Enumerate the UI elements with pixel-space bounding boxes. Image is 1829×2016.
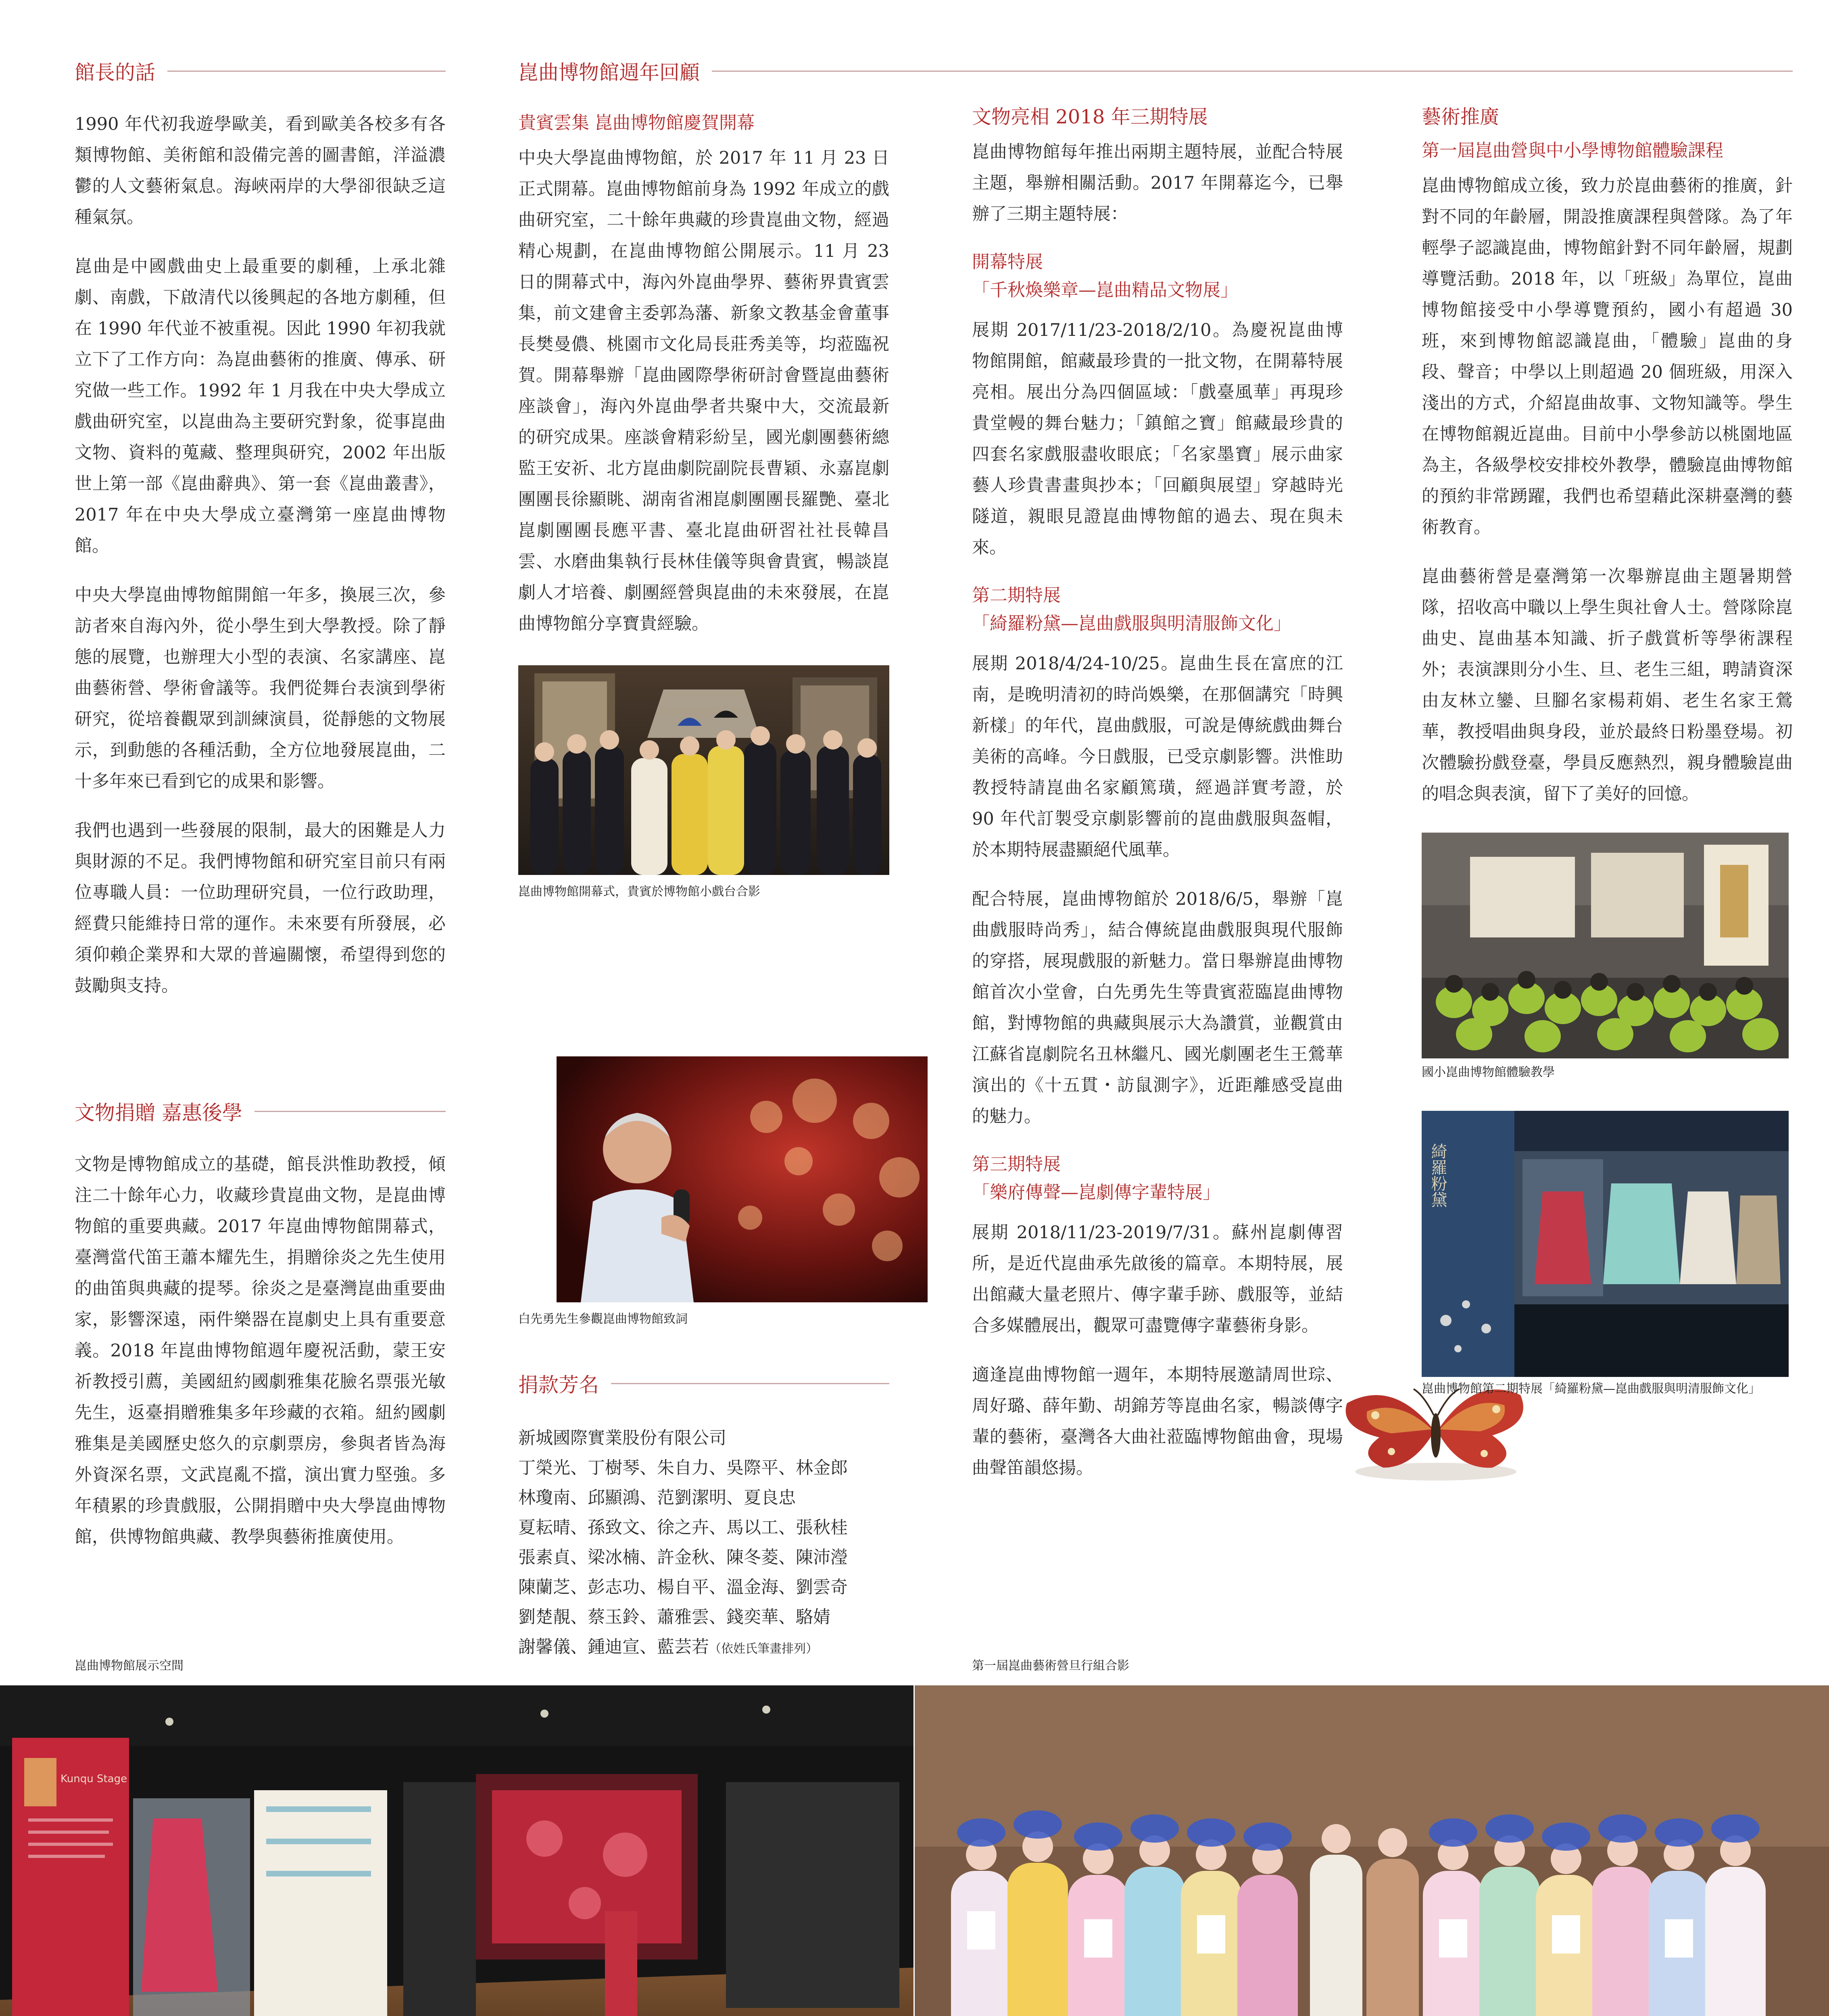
exhibitions-text bbox=[972, 103, 1343, 1502]
promotion-subheading: 第一屆崑曲營與中小學博物館體驗課程 bbox=[1422, 140, 1723, 161]
donors-heading: 捐款芳名 bbox=[518, 1369, 889, 1398]
donor-line: 夏耘晴、孫致文、徐之卉、馬以工、張秋桂 bbox=[518, 1518, 848, 1538]
exhibit-sign-text: 綺羅粉黛 bbox=[1429, 1143, 1447, 1208]
camp-photo-caption: 第一屆崑曲藝術營旦行組合影 bbox=[972, 1659, 1129, 1673]
promotion-text bbox=[1422, 103, 1793, 828]
donor-line: 陳蘭芝、彭志功、楊自平、溫金海、劉雲奇 bbox=[518, 1577, 848, 1597]
anniversary-text bbox=[518, 109, 889, 658]
paragraph: 展期 2018/4/24-10/25。崑曲生長在富庶的江南，是晚明清初的時尚娛樂，在那個講究「時興新樣」的年代，崑曲戲服，可說是傳統戲曲舞台美術的高峰。今日戲服，已受京劇影響。洪惟助教授特請崑曲名家顧篤璜，經過詳實考證，於 90 年代訂製受京劇影響前的崑曲戲服與盔帽，於本期特展盡顯絕代風華。 bbox=[972, 654, 1343, 860]
exhibit-3-label: 第三期特展 bbox=[972, 1154, 1061, 1175]
bai-photo-caption: 白先勇先生參觀崑曲博物館致詞 bbox=[518, 1312, 688, 1326]
paragraph: 配合特展，崑曲博物館於 2018/6/5，舉辦「崑曲戲服時尚秀」，結合傳統崑曲戲服與現代服飾的穿搭，展現戲服的新魅力。當日舉辦崑曲博物館首次小堂會，白先勇先生等貴賓蒞臨崑曲博物館，對博物館的典藏與展示大為讚賞，並觀賞由江蘇省崑劇院名丑林繼凡、國光劇團老生王鶯華演出的《十五貫・訪鼠測字》，近距離感受崑曲的魅力。 bbox=[972, 889, 1343, 1127]
exhibit-3-title: 「樂府傳聲—崑劇傳字輩特展」 bbox=[972, 1182, 1220, 1203]
heading-rule bbox=[167, 71, 446, 72]
donor-line: 張素貞、梁冰楠、許金秋、陳冬菱、陳沛瀅 bbox=[518, 1547, 848, 1568]
promotion-heading: 藝術推廣 bbox=[1422, 106, 1499, 128]
director-text bbox=[75, 109, 446, 1020]
donation-text bbox=[75, 1149, 446, 1571]
exhibit-1-title: 「千秋煥樂章—崑曲精品文物展」 bbox=[972, 280, 1238, 300]
opening-ceremony-photo bbox=[518, 665, 889, 875]
school-photo-caption: 國小崑曲博物館體驗教學 bbox=[1422, 1065, 1555, 1079]
director-heading: 館長的話 bbox=[75, 56, 446, 85]
paragraph: 中央大學崑曲博物館開館一年多，換展三次，參訪者來自海內外，從小學生到大學教授。除了靜態的展覽，也辦理大小型的表演、名家講座、崑曲藝術營、學術會議等。我們從舞台表演到學術研究，從培養觀眾到訓練演員，從靜態的文物展示，到動態的各種活動，全方位地發展崑曲，二十多年來已看到它的成果和影響。 bbox=[75, 585, 446, 791]
donor-line: 新城國際實業股份有限公司 bbox=[518, 1428, 726, 1448]
paragraph: 文物是博物館成立的基礎，館長洪惟助教授，傾注二十餘年心力，收藏珍貴崑曲文物，是崑曲博物館的重要典藏。2017 年崑曲博物館開幕式，臺灣當代笛王蕭本耀先生，捐贈徐炎之先生使用的曲笛與典藏的提琴。徐炎之是臺灣崑曲重要曲家，影響深遠，兩件樂器在崑劇史上具有重要意義。2018 年崑曲博物館週年慶祝活動，蒙王安祈教授引薦，美國紐約國劇雅集花臉名票張光敏先生，返臺捐贈雅集多年珍藏的衣箱。紐約國劇雅集是美國歷史悠久的京劇票房，參與者皆為海外資深名票，文武崑亂不擋，演出實力堅強。多年積累的珍貴戲服，公開捐贈中央大學崑曲博物館，供博物館典藏、教學與藝術推廣使用。 bbox=[75, 1154, 446, 1547]
heading-rule bbox=[254, 1111, 446, 1112]
donor-line: 林瓊南、邱顯鴻、范劉潔明、夏良忠 bbox=[518, 1488, 796, 1508]
donation-heading: 文物捐贈 嘉惠後學 bbox=[75, 1097, 446, 1126]
space-photo-caption: 崑曲博物館展示空間 bbox=[75, 1659, 184, 1673]
paragraph: 崑曲藝術營是臺灣第一次舉辦崑曲主題暑期營隊，招收高中職以上學生與社會人士。營隊除崑曲史、崑曲基本知識、折子戲賞析等學術課程外；表演課則分小生、旦、老生三組，聘請資深由友林立鑾、旦腳名家楊莉娟、老生名家王鶯華，教授唱曲與身段，並於最終日粉墨登場。初次體驗扮戲登臺，學員反應熱烈，親身體驗崑曲的唱念與表演，留下了美好的回憶。 bbox=[1422, 566, 1793, 804]
school-tour-photo bbox=[1422, 833, 1789, 1058]
exhibitions-intro: 崑曲博物館每年推出兩期主題特展，並配合特展主題，舉辦相關活動。2017 年開幕迄今，已舉辦了三期主題特展： bbox=[972, 142, 1343, 224]
second-exhibit-photo-caption: 崑曲博物館第二期特展「綺羅粉黛—崑曲戲服與明清服飾文化」 bbox=[1422, 1382, 1760, 1396]
paragraph: 我們也遇到一些發展的限制，最大的困難是人力與財源的不足。我們博物館和研究室目前只有兩位專職人員：一位助理研究員，一位行政助理，經費只能維持日常的運作。未來要有所發展，必須仰賴企業界和大眾的普遍關懷，希望得到您的鼓勵與支持。 bbox=[75, 821, 446, 996]
paragraph: 展期 2017/11/23-2018/2/10。為慶祝崑曲博物館開館，館藏最珍貴的一批文物，在開幕特展亮相。展出分為四個區域：「戲臺風華」再現珍貴堂幔的舞台魅力；「鎮館之寶」館藏最珍貴的四套名家戲服盡收眼底；「名家墨寶」展示曲家藝人珍貴書畫與抄本；「回顧與展望」穿越時光隧道，親眼見證崑曲博物館的過去、現在與未來。 bbox=[972, 320, 1343, 558]
exhibit-2-label: 第二期特展 bbox=[972, 585, 1061, 606]
heading-rule bbox=[611, 1383, 889, 1384]
camp-group-photo bbox=[915, 1685, 1829, 2016]
exhibition-space-photo bbox=[0, 1685, 913, 2016]
paragraph: 中央大學崑曲博物館，於 2017 年 11 月 23 日正式開幕。崑曲博物館前身為 1992 年成立的戲曲研究室，二十餘年典藏的珍貴崑曲文物，經過精心規劃，在崑曲博物館公開展示。11 月 23 日的開幕式中，海內外崑曲學界、藝術界貴賓雲集，前文建會主委郭為藩、新象文教基金會董事長樊曼儂、桃園市文化局長莊秀美等，均蒞臨祝賀。開幕舉辦「崑曲國際學術研討會暨崑曲藝術座談會」，海內外崑曲學者共聚中大，交流最新的研究成果。座談會精彩紛呈，國光劇團藝術總監王安祈、北方崑曲劇院副院長曹穎、永嘉崑劇團團長徐顯眺、湖南省湘崑劇團團長羅艷、臺北崑劇團團長應平書、臺北崑曲研習社社長韓昌雲、水磨曲集執行長林佳儀等與會貴賓，暢談崑劇人才培養、劇團經營與崑曲的未來發展，在崑曲博物館分享寶貴經驗。 bbox=[518, 148, 889, 634]
paragraph: 崑曲博物館成立後，致力於崑曲藝術的推廣，針對不同的年齡層，開設推廣課程與營隊。為了年輕學子認識崑曲，博物館針對不同年齡層，規劃導覽活動。2018 年，以「班級」為單位，崑曲博物館接受中小學導覽預約，國小有超過 30 班，來到博物館認識崑曲，「體驗」崑曲的身段、聲音；中學以上則超過 20 個班級，用深入淺出的方式，介紹崑曲故事、文物知識等。學生在博物館親近崑曲。目前中小學參訪以桃園地區為主，各級學校安排校外教學，體驗崑曲博物館的預約非常踴躍，我們也希望藉此深耕臺灣的藝術教育。 bbox=[1422, 176, 1793, 537]
donors-list bbox=[518, 1423, 889, 1664]
bai-xianyong-photo bbox=[557, 1056, 928, 1302]
donor-line: 丁榮光、丁樹琴、朱自力、吳際平、林金郎 bbox=[518, 1458, 848, 1478]
subheading: 貴賓雲集 崑曲博物館慶賀開幕 bbox=[518, 112, 755, 133]
donor-order-note: （依姓氏筆畫排列） bbox=[709, 1642, 818, 1656]
paragraph: 適逢崑曲博物館一週年，本期特展邀請周世琮、周好璐、薛年勤、胡錦芳等崑曲名家，暢談傳字輩的藝術，臺灣各大曲社蒞臨博物館曲會，現場曲聲笛韻悠揚。 bbox=[972, 1365, 1343, 1478]
paragraph: 展期 2018/11/23-2019/7/31。蘇州崑劇傳習所，是近代崑曲承先啟後的篇章。本期特展，展出館藏大量老照片、傳字輩手跡、戲服等，並結合多媒體展出，觀眾可盡覽傳字輩藝術身影。 bbox=[972, 1223, 1343, 1336]
anniversary-heading: 崑曲博物館週年回顧 bbox=[518, 56, 1793, 85]
paragraph: 崑曲是中國戲曲史上最重要的劇種，上承北雜劇、南戲，下啟清代以後興起的各地方劇種，但在 1990 年代並不被重視。因此 1990 年初我就立下了工作方向：為崑曲藝術的推廣、傳承、研究做一些工作。1992 年 1 月我在中央大學成立戲曲研究室，以崑曲為主要研究對象，從事崑曲文物、資料的蒐藏、整理與研究，2002 年出版世上第一部《崑曲辭典》、第一套《崑曲叢書》，2017 年在中央大學成立臺灣第一座崑曲博物館。 bbox=[75, 256, 446, 556]
donor-line bbox=[518, 1632, 889, 1664]
opening-photo-caption: 崑曲博物館開幕式，貴賓於博物館小戲台合影 bbox=[518, 885, 760, 899]
heading-rule bbox=[712, 71, 1793, 72]
paragraph: 1990 年代初我遊學歐美，看到歐美各校多有各類博物館、美術館和設備完善的圖書館，洋溢濃鬱的人文藝術氣息。海峽兩岸的大學卻很缺乏這種氣氛。 bbox=[75, 114, 446, 227]
donor-last-line: 謝馨儀、鍾迪宣、藍芸若 bbox=[518, 1637, 709, 1657]
stage-sign-text: Kunqu Stage bbox=[60, 1773, 127, 1785]
exhibit-2-title: 「綺羅粉黛—崑曲戲服與明清服飾文化」 bbox=[972, 613, 1291, 634]
second-exhibition-photo bbox=[1422, 1111, 1789, 1377]
donor-line: 劉楚靚、蔡玉鈴、蕭雅雲、錢奕華、駱婧 bbox=[518, 1607, 830, 1627]
exhibit-1-label: 開幕特展 bbox=[972, 252, 1043, 272]
exhibitions-heading: 文物亮相 2018 年三期特展 bbox=[972, 106, 1208, 128]
